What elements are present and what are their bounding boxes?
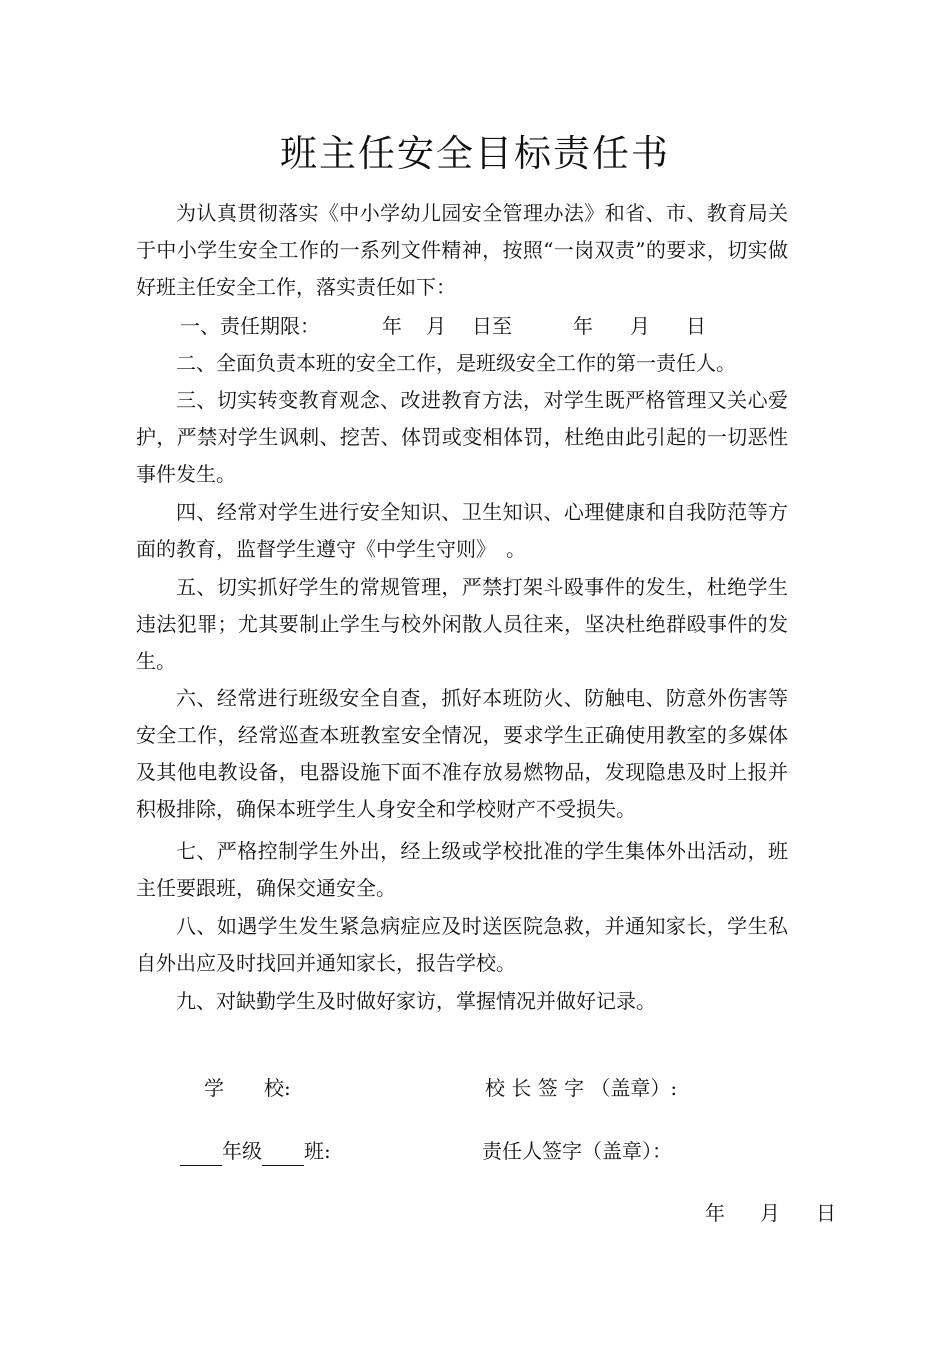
clause-9	[136, 983, 788, 1020]
term-month-end: 月	[630, 314, 650, 338]
clause-text: 七、严格控制学生外出，经上级或学校批准的学生集体外出活动，班主任要跟班，确保交通安全。	[136, 839, 788, 900]
grade-class-line	[180, 1136, 331, 1166]
clause-text: 三、切实转变教育观念、改进教育方法，对学生既严格管理又关心爱护，严禁对学生讽刺、挖苦、体罚或变相体罚，杜绝由此引起的一切恶性事件发生。	[136, 388, 788, 486]
school-label: 学 校:	[204, 1076, 291, 1100]
date-month: 月	[760, 1201, 780, 1225]
clause-5	[136, 569, 788, 680]
clause-text: 八、如遇学生发生紧急病症应及时送医院急救，并通知家长，学生私自外出应及时找回并通知家长，报告学校。	[136, 914, 788, 975]
class-blank	[262, 1143, 304, 1166]
clause-text: 五、切实抓好学生的常规管理，严禁打架斗殴事件的发生，杜绝学生违法犯罪；尤其要制止学生与校外闲散人员往来，坚决杜绝群殴事件的发生。	[136, 575, 788, 673]
term-month-start: 月	[426, 314, 446, 338]
clause-3	[136, 382, 788, 493]
term-day-to: 日至	[472, 314, 512, 338]
clause-text: 六、经常进行班级安全自查，抓好本班防火、防触电、防意外伤害等安全工作，经常巡查本班教室安全情况，要求学生正确使用教室的多媒体及其他电教设备，电器设施下面不准存放易燃物品，发现隐患及时上报并积极排除，确保本班学生人身安全和学校财产不受损失。	[136, 686, 788, 821]
clause-text: 四、经常对学生进行安全知识、卫生知识、心理健康和自我防范等方面的教育，监督学生遵守《中学生守则》 。	[136, 500, 788, 561]
intro-text: 为认真贯彻落实《中小学幼儿园安全管理办法》和省、市、教育局关于中小学生安全工作的一系列文件精神，按照“一岗双责”的要求，切实做好班主任安全工作，落实责任如下：	[136, 201, 788, 299]
grade-blank	[180, 1143, 222, 1166]
grade-label: 年级	[222, 1139, 262, 1163]
clause-text: 九、对缺勤学生及时做好家访，掌握情况并做好记录。	[176, 989, 656, 1013]
term-year-end: 年	[573, 314, 593, 338]
responsible-signature-label: 责任人签字（盖章）：	[482, 1139, 672, 1163]
clause-4	[136, 494, 788, 568]
clause-6	[136, 680, 788, 828]
term-day-end: 日	[686, 314, 706, 338]
date-day: 日	[816, 1201, 836, 1225]
clause-2	[136, 345, 788, 382]
clause-8	[136, 908, 788, 982]
term-line	[136, 311, 796, 341]
term-label: 一、责任期限：	[180, 314, 320, 338]
term-year-start: 年	[382, 314, 402, 338]
intro-paragraph	[136, 195, 788, 306]
class-label: 班:	[304, 1139, 331, 1163]
clause-text: 二、全面负责本班的安全工作，是班级安全工作的第一责任人。	[176, 351, 736, 375]
clause-7	[136, 833, 788, 907]
principal-signature-label: 校 长 签 字 （盖章）:	[485, 1076, 678, 1100]
date-year: 年	[705, 1201, 725, 1225]
document-title: 班主任安全目标责任书	[280, 132, 670, 175]
